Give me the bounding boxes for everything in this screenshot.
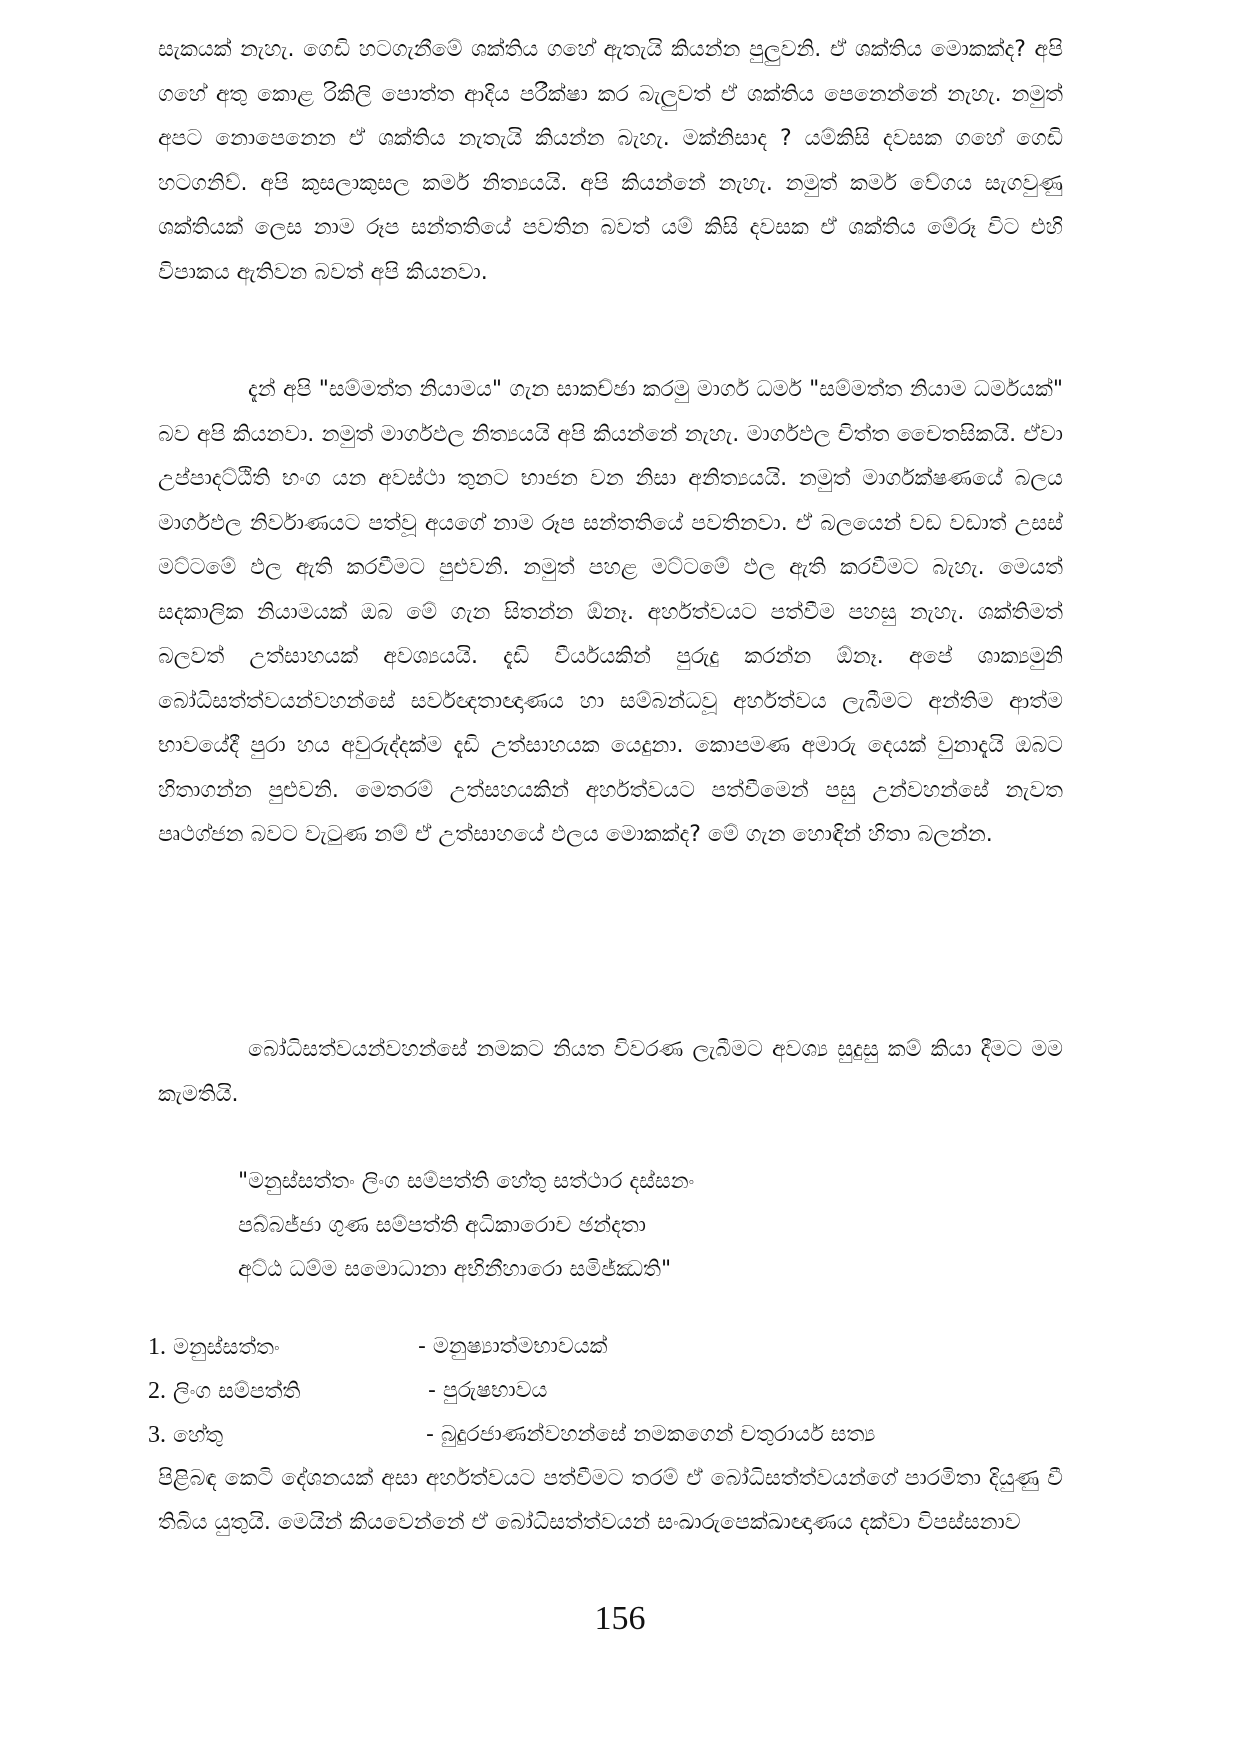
list-item	[148, 1325, 1063, 1369]
verse-line: අට්ඨ ධම්ම සමොධානා අභිනීහාරො සමිජ්ඣති"	[238, 1257, 672, 1282]
list-item-definition: - පුරුෂභාවය	[428, 1378, 548, 1403]
list-item-number: 1.	[148, 1334, 166, 1360]
paragraph-2: දැන් අපි "සම්මත්ත නියාමය" ගැන සාකච්ඡා කරමු මාර්ග ධර්ම "සම්මත්ත නියාම ධර්මයක්" බව අපි කියනවා. නමුත් මාර්ගඵල නිත්‍යයයි අපි කියන්නේ නැහැ. මාර්ගඵල චිත්ත චෛතසිකයි. ඒවා උප්පාදට්ඨිති භංග යන අවස්ථා තුනට භාජන වන නිසා අනිත්‍යයයි. නමුත් මාර්ගක්ෂණයේ බලය මාර්ගඵල නිර්වාණයට පත්වූ අයගේ නාම රූප සන්තතියේ පවතිනවා. ඒ බලයෙන් වඩ වඩාත් උසස් මට්ටමේ ඵල ඇති කරවීමට පුළුවනි. නමුත් පහළ මට්ටමේ ඵල ඇති කරවීමට බැහැ. මෙයත් සදකාලික නියාමයක් ඔබ මේ ගැන සිතන්න ඕනෑ. අර්හත්වයට පත්වීම පහසු නැහැ. ශක්තිමත් බලවත් උත්සාහයක් අවශ්‍යයයි. දැඩි වීර්යයකින් පුරුදු කරන්න ඕනෑ. අපේ ශාක්‍යමුනි බෝධිසත්ත්වයන්වහන්සේ සර්වඥතාඥාණය හා සම්බන්ධවූ අර්හත්වය ලැබීමට අන්තිම ආත්ම භාවයේදී පුරා හය අවුරුද්දක්ම දැඩි උත්සාහයක යෙදුනා. කොපමණ අමාරු දෙයක් වුනාදැයි ඔබට හිතාගන්න පුළුවනි. මෙතරම් උත්සහයකින් අර්හත්වයට පත්වීමෙන් පසු උන්වහන්සේ නැවත පෘථග්ජන බවට වැටුණ නම් ඒ උත්සාහයේ ඵලය මොකක්ද? මේ ගැන හොඳින් හිතා බලන්න.	[158, 377, 1063, 847]
page-number: 156	[594, 1600, 646, 1637]
paragraph-1: සැකයක් නැහැ. ගෙඩි හටගැනීමේ ශක්තිය ගහේ ඇතැයි කියන්න පුලුවනි. ඒ ශක්තිය මොකක්ද? අපි ගහේ අතු කොළ රිකිලි පොත්ත ආදිය පරීක්ෂා කර බැලුවත් ඒ ශක්තිය පෙනෙන්නේ නැහැ. නමුත් අපට නොපෙනෙන ඒ ශක්තිය නැතැයි කියන්න බැහැ. මක්නිසාද ? යම්කිසි දවසක ගහේ ගෙඩි හටගනිව්. අපි කුසලාකුසල කර්ම නිත්‍යයයි. අපි කියන්නේ නැහැ. නමුත් කර්ම වේගය සැගවුණු ශක්තියක් ලෙස නාම රූප සන්තතියේ පවතින බවත් යම් කිසි දවසක ඒ ශක්තිය මේරූ විට එහි විපාකය ඇතිවන බවත් අපි කියනවා.	[158, 37, 1063, 285]
list-item-definition: - බුදුරජාණන්වහන්සේ නමකගෙන් චතුරාර්ය සත්‍ය	[426, 1422, 876, 1447]
list-item-term: මනුස්සත්තං	[173, 1335, 280, 1360]
list-item-definition: - මනුෂ්‍යාත්මභාවයක්	[418, 1334, 608, 1359]
verse-line: "මනුස්සත්තං ලිංග සම්පත්ති හේතු සත්ථාර දස්සනං	[238, 1169, 695, 1194]
list-item-continuation: පිළිබඳ කෙටි දේශනයක් අසා අර්හත්වයට පත්වීමට තරම් ඒ බෝධිසත්ත්වයන්ගේ පාරමිතා දියුණු වී තිබිය යුතුයි. මෙයින් කියවෙන්නේ ඒ බෝධිසත්ත්වයන් සංඛාරුපෙක්ඛාඥාණය දක්වා විපස්සනාව	[158, 1466, 1063, 1535]
verse-line: පබ්බජ්ජා ගුණ සම්පත්ති අධිකාරොච ඡන්දතා	[238, 1213, 646, 1238]
list-item-number: 3.	[148, 1422, 166, 1448]
list-item-term: ලිංග සම්පත්ති	[173, 1379, 301, 1404]
pali-verse	[238, 1160, 1038, 1292]
list-item	[148, 1413, 1063, 1457]
list-item	[148, 1369, 1063, 1413]
list-item-term: හේතු	[173, 1423, 224, 1448]
numbered-list	[148, 1325, 1063, 1545]
paragraph-3: බෝධිසත්වයන්වහන්සේ නමකට නියත විවරණ ලැබීමට අවශ්‍ය සුදුසු කම් කියා දීමට මම කැමතියි.	[158, 1037, 1063, 1107]
list-item-number: 2.	[148, 1378, 166, 1404]
